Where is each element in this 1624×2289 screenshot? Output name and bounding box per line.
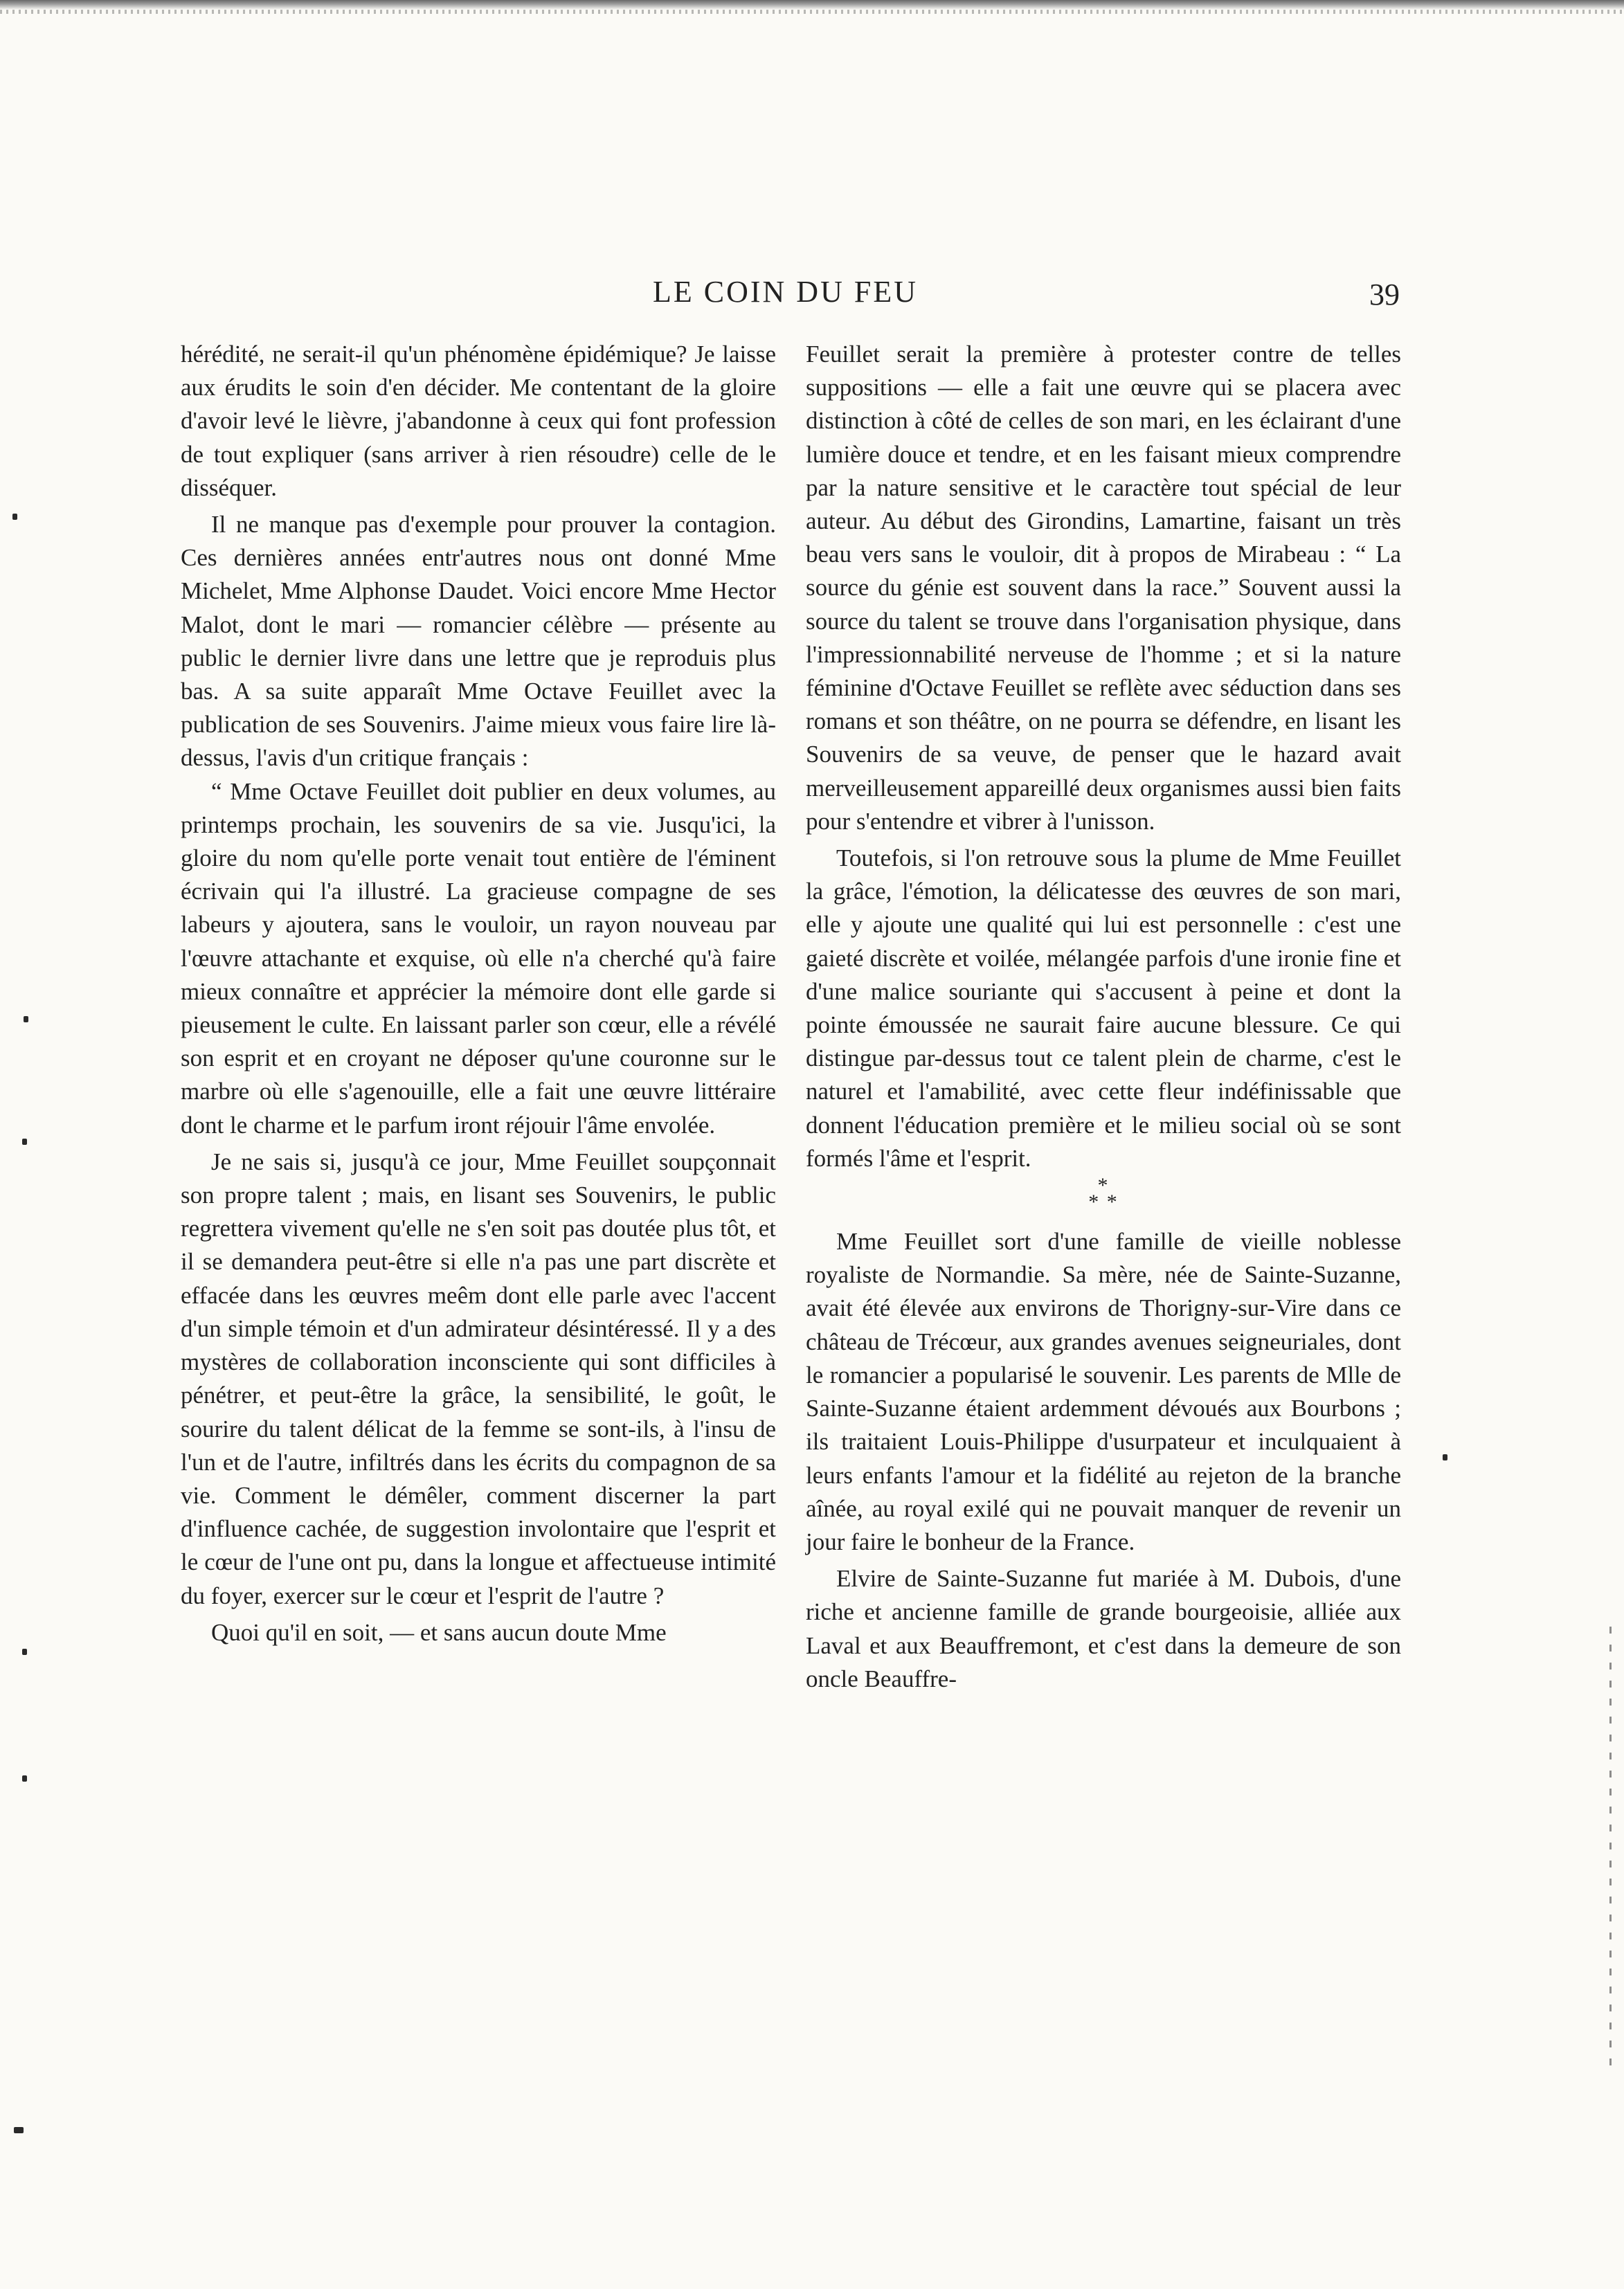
left-column xyxy=(181,338,776,1649)
paragraph: Toutefois, si l'on retrouve sous la plume de Mme Feuillet la grâce, l'émotion, la délicatesse des œuvres de son mari, elle y ajoute une qualité qui lui est personnelle : c'est une gaieté discrète et voilée, mélangée parfois d'une ironie fine et d'une malice souriante qui s'accusent à peine et dont la pointe émoussée ne saurait faire aucune blessure. Ce qui distingue par-dessus tout ce talent plein de charme, c'est le naturel et l'amabilité, avec cette fleur indéfinissable que donnent l'éducation première et le milieu social où se sont formés l'âme et l'esprit. xyxy=(806,844,1401,1172)
scan-right-edge xyxy=(1609,1627,1612,2070)
scan-speck xyxy=(22,1649,27,1655)
scan-speck xyxy=(22,1139,27,1145)
running-title: LE COIN DU FEU xyxy=(653,275,918,309)
page-header xyxy=(0,274,1624,316)
section-asterism xyxy=(806,1174,1401,1214)
scan-top-texture xyxy=(0,10,1624,14)
asterism-bottom: * * xyxy=(1088,1191,1119,1214)
scan-speck xyxy=(12,514,17,520)
scan-speck xyxy=(22,1775,27,1782)
scan-top-edge xyxy=(0,0,1624,10)
paragraph: Feuillet serait la première à protester contre de telles suppositions — elle a fait une œuvre qui se placera avec distinction à côté de celles de son mari, en les éclairant d'une lumière douce et tendre, et en les faisant mieux comprendre par la nature sensitive et le caractère tout spécial de leur auteur. Au début des Girondins, Lamartine, faisant un très beau vers sans le vouloir, dit à propos de Mirabeau : “ La source du génie est souvent dans la race.” Souvent aussi la source du talent se trouve dans l'organisation physique, dans l'impressionnabilité nerveuse de l'homme ; et si la nature féminine d'Octave Feuillet se reflète avec séduction dans ses romans et son théâtre, on ne pourra se défendre, en lisant les Souvenirs de sa veuve, de penser que le hazard avait merveilleusement appareillé deux organismes aussi bien faits pour s'entendre et vibrer à l'unisson. xyxy=(806,341,1401,835)
right-column xyxy=(806,338,1401,1696)
paragraph: Il ne manque pas d'exemple pour prouver la contagion. Ces dernières années entr'autres nous ont donné Mme Michelet, Mme Alphonse Daudet. Voici encore Mme Hector Malot, dont le mari — romancier célèbre — présente au public le dernier livre dans une lettre que je reproduis plus bas. A sa suite apparaît Mme Octave Feuillet avec la publication de ses Souvenirs. J'aime mieux vous faire lire là-dessus, l'avis d'un critique français : xyxy=(181,511,776,772)
asterism-top: * xyxy=(1097,1174,1110,1197)
paragraph: Quoi qu'il en soit, — et sans aucun doute Mme xyxy=(211,1618,667,1646)
paragraph: Je ne sais si, jusqu'à ce jour, Mme Feuillet soupçonnait son propre talent ; mais, en lisant ses Souvenirs, le public regrettera vivement qu'elle ne s'en soit pas doutée plus tôt, et il se demandera peut-être si elle n'a pas une part discrète et effacée dans les œuvres meêm dont elle parle avec l'accent d'un simple témoin et d'un admirateur désintéressé. Il y a des mystères de collaboration inconsciente qui sont difficiles à pénétrer, et peut-être la grâce, la sensibilité, le goût, le sourire du talent délicat de la femme se sont-ils, à l'insu de l'un et de l'autre, infiltrés dans les écrits du compagnon de sa vie. Comment le démêler, comment discerner la part d'influence cachée, de suggestion involontaire que l'esprit et le cœur de l'une ont pu, dans la longue et affectueuse intimité du foyer, exercer sur le cœur et l'esprit de l'autre ? xyxy=(181,1148,776,1609)
paragraph: Mme Feuillet sort d'une famille de vieille noblesse royaliste de Normandie. Sa mère, née de Sainte-Suzanne, avait été élevée aux environs de Thorigny-sur-Vire dans ce château de Trécœur, aux grandes avenues seigneuriales, dont le romancier a popularisé le souvenir. Les parents de Mlle de Sainte-Suzanne étaient ardemment dévoués aux Bourbons ; ils traitaient Louis-Philippe d'usurpateur et inculquaient à leurs enfants l'amour et la fidélité au rejeton de la branche aînée, au royal exilé qui ne pouvait manquer de revenir un jour faire le bonheur de la France. xyxy=(806,1228,1401,1555)
paragraph: hérédité, ne serait-il qu'un phénomène épidémique? Je laisse aux érudits le soin d'en décider. Me contentant de la gloire d'avoir levé le lièvre, j'abandonne à ceux qui font profession de tout expliquer (sans arriver à rien résoudre) celle de le disséquer. xyxy=(181,341,776,501)
scan-speck xyxy=(24,1016,28,1022)
paragraph: Elvire de Sainte-Suzanne fut mariée à M. Dubois, d'une riche et ancienne famille de grande bourgeoisie, alliée aux Laval et aux Beauffremont, et c'est dans la demeure de son oncle Beauffre- xyxy=(806,1565,1401,1692)
scan-speck xyxy=(1443,1454,1447,1460)
quotation-paragraph: “ Mme Octave Feuillet doit publier en deux volumes, au printemps prochain, les souvenirs de sa vie. Jusqu'ici, la gloire du nom qu'elle porte venait tout entière de l'éminent écrivain qui l'a illustré. La gracieuse compagne de ses labeurs y ajoutera, sans le vouloir, un rayon nouveau par l'œuvre attachante et exquise, où elle n'a cherché qu'à faire mieux connaître et apprécier la mémoire dont elle garde si pieusement le culte. En laissant parler son cœur, elle a révélé son esprit et en croyant ne déposer qu'une couronne sur le marbre où elle s'agenouille, elle a fait une œuvre littéraire dont le charme et le parfum iront réjouir l'âme envolée. xyxy=(181,777,776,1139)
scan-speck xyxy=(14,2127,24,2133)
page-number: 39 xyxy=(1369,278,1400,311)
